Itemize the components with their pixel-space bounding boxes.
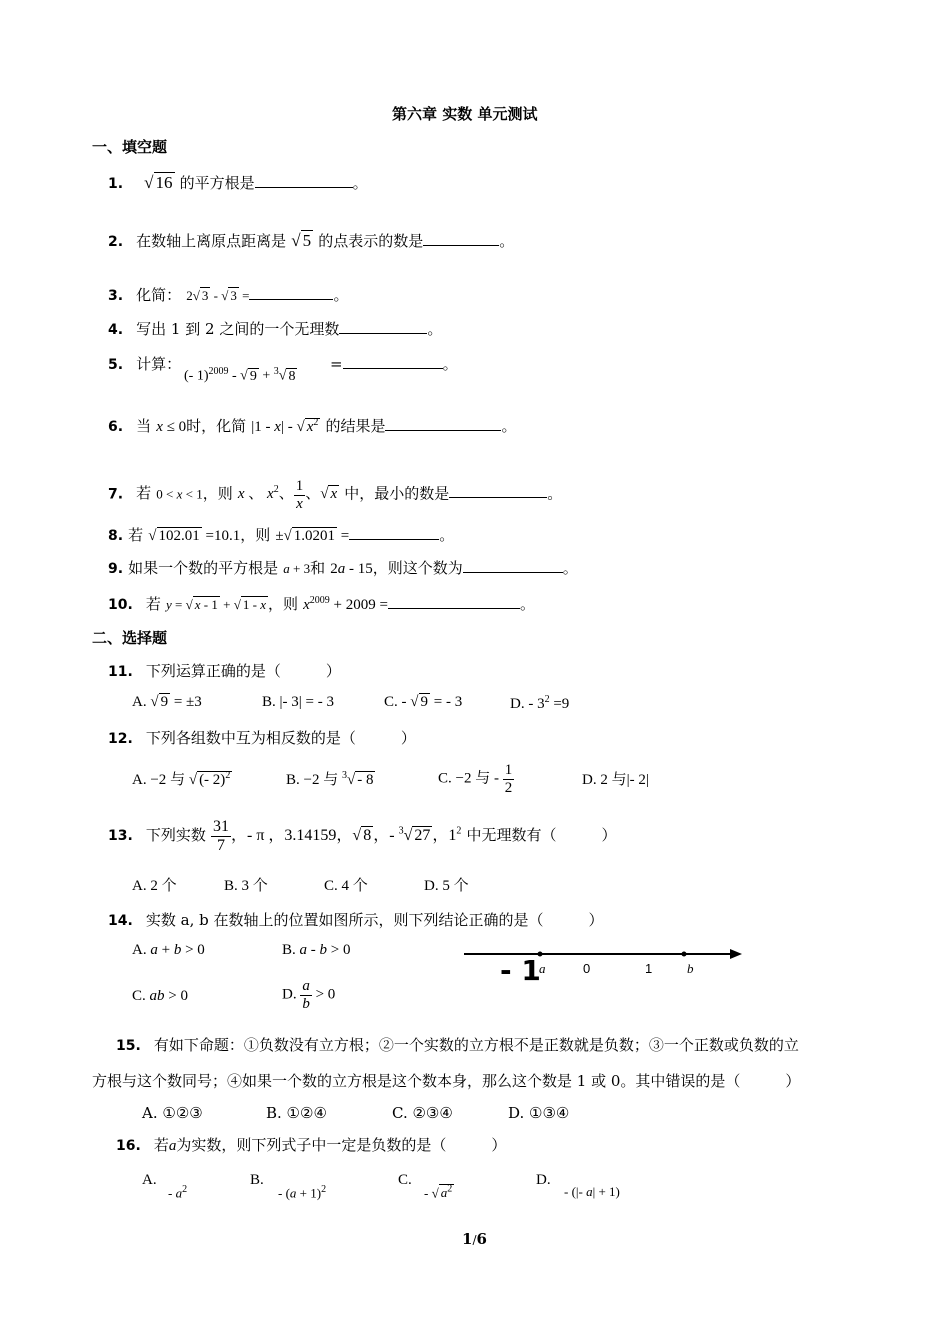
question-text: 当 [136, 417, 152, 435]
option-d[interactable]: D. 2 与|- 2| [582, 772, 649, 788]
expression: $x^{2009} + 2009$ = [303, 595, 388, 613]
sqrt-5: √ 5 [291, 231, 312, 250]
arrow-head [730, 949, 742, 959]
punct: 。 [352, 174, 368, 192]
question-4 [108, 318, 442, 339]
expression: |1 - x| - √ $x^2$ [251, 417, 319, 435]
expression: (- 1)$^{2009}$ - √ 9 + $^3$√ 8 [184, 366, 296, 384]
question-number: 6. [108, 419, 124, 435]
question-text: ，则 [267, 595, 298, 613]
punct: 。 [499, 232, 515, 250]
question-text: 的点表示的数是 [318, 232, 424, 250]
option-d[interactable] [536, 1172, 551, 1189]
option-label: A. [142, 1172, 157, 1188]
question-number: 10. [108, 597, 133, 613]
current-page: 1 [462, 1230, 473, 1248]
punct: 。 [547, 484, 563, 503]
option-d[interactable]: D. ①③④ [508, 1104, 570, 1122]
question-text: 下列实数 [145, 825, 206, 844]
option-label: C. [324, 878, 338, 894]
question-text: 若 [145, 595, 161, 613]
option-label: B. [286, 772, 300, 788]
section-choice-heading: 二、选择题 [92, 629, 168, 647]
condition: 0 < x < 1 [156, 486, 203, 502]
option-a[interactable]: A. √ 9 = ±3 [132, 694, 202, 710]
question-13 [108, 818, 616, 854]
question-12 [108, 727, 416, 748]
number-list: $\frac{31}{7}$ ，- π ，3.14159，√ 8 ，- $^3$√ 27 ，$1^2$ [213, 818, 462, 854]
option-label: C. [132, 988, 146, 1004]
question-6 [108, 415, 516, 436]
expression: ±√ 1.0201 = [275, 528, 350, 544]
question-1 [108, 172, 368, 193]
option-label: D. [424, 878, 439, 894]
question-text: 在数轴上离原点距离是 [136, 232, 287, 250]
punct: 。 [333, 286, 349, 304]
option-c[interactable] [324, 874, 368, 895]
punct: 。 [442, 355, 458, 373]
question-number: 9. [108, 561, 124, 577]
question-3 [108, 284, 348, 305]
option-a[interactable] [132, 874, 177, 895]
question-number: 8. [108, 528, 124, 544]
question-number: 7. [108, 486, 124, 503]
option-b[interactable]: B. a - b > 0 [282, 942, 351, 958]
question-text: 若 [136, 484, 152, 503]
label-minus-one: - 1 [500, 954, 541, 987]
option-a[interactable] [142, 1172, 157, 1189]
question-number: 5. [108, 357, 124, 373]
answer-line: = 。 [330, 355, 458, 373]
expression-list: x 、 $x^2$、 $\frac{1}{x}$ 、√ x [237, 478, 338, 512]
answer-blank[interactable] [339, 319, 427, 334]
question-text: 的平方根是 [179, 174, 255, 192]
question-text: 时，化简 [186, 417, 247, 435]
option-d-expr: - (|- a| + 1) [564, 1184, 620, 1199]
option-label: C. [384, 694, 398, 710]
option-b[interactable]: B. ①②④ [266, 1104, 327, 1122]
option-c-expr: - √ $a^2$ [424, 1184, 453, 1201]
option-b[interactable] [224, 874, 268, 895]
punct: 。 [519, 595, 535, 613]
answer-blank[interactable] [255, 173, 353, 188]
answer-blank[interactable] [385, 416, 501, 431]
question-number: 12. [108, 731, 133, 747]
option-d[interactable]: D. - $3^2 =9$ [510, 694, 570, 712]
question-text: 中，最小的数是 [344, 484, 450, 503]
question-7 [108, 478, 562, 512]
question-text: 化简： [136, 286, 182, 304]
answer-blank[interactable] [388, 594, 520, 609]
question-text: 若 [128, 526, 144, 544]
expression: √ 102.01 =10.1 [148, 528, 241, 544]
question-8 [108, 524, 454, 545]
question-15-line1 [116, 1034, 799, 1055]
question-number: 2. [108, 234, 124, 250]
question-text: 和 [310, 559, 326, 577]
question-2 [108, 230, 514, 251]
question-number: 16. [116, 1138, 141, 1154]
punct: 。 [501, 417, 517, 435]
option-value: 2 个 [150, 878, 177, 894]
option-label: D. [510, 696, 525, 712]
option-a[interactable]: A. a + b > 0 [132, 942, 205, 958]
page-number [462, 1230, 487, 1248]
option-c[interactable]: C. ab > 0 [132, 988, 188, 1004]
option-b-expr: - $(a + 1)^2$ [278, 1184, 327, 1201]
punct: 。 [427, 320, 443, 338]
with-text: 与 [323, 772, 339, 788]
question-11 [108, 660, 341, 681]
label-b: b [687, 961, 694, 976]
option-value: 3 个 [241, 878, 268, 894]
question-16 [116, 1134, 506, 1155]
variable-a: a [168, 1138, 177, 1154]
question-number: 1. [108, 176, 124, 192]
option-c[interactable] [398, 1172, 412, 1189]
question-text: ，则这个数为 [372, 559, 463, 577]
option-value: 4 个 [341, 878, 368, 894]
option-label: C. [438, 770, 452, 787]
question-text: 下列运算正确的是（ ） [145, 662, 341, 680]
question-text: 的结果是 [325, 417, 386, 435]
question-text: 下列各组数中互为相反数的是（ ） [145, 729, 416, 747]
option-label: A. [132, 942, 147, 958]
expression: 2√ 3 - √ 3 = [186, 288, 250, 303]
option-b[interactable] [250, 1172, 264, 1189]
question-number: 13. [108, 827, 133, 844]
point-b [682, 952, 687, 957]
answer-blank[interactable] [349, 525, 439, 540]
question-14 [108, 909, 604, 930]
question-text: 如果一个数的平方根是 [128, 559, 279, 577]
question-text: 有如下命题：①负数没有立方根；②一个实数的立方根不是正数就是负数；③一个正数或负数的立 [153, 1036, 799, 1054]
condition: x ≤ 0 [156, 419, 187, 435]
option-label: C. [398, 1172, 412, 1188]
question-text: ，则 [240, 526, 271, 544]
option-label: B. [224, 878, 238, 894]
option-b[interactable]: B. −2 与 $^3$√ - 8 [286, 770, 374, 788]
option-a-expr: - $a^2$ [168, 1184, 188, 1201]
sqrt-16: √ 16 [144, 173, 173, 192]
page-separator: / [472, 1233, 477, 1247]
option-label: B. [282, 942, 296, 958]
answer-blank[interactable] [463, 558, 563, 573]
expression: 2a - 15 [330, 561, 373, 577]
option-label: D. [282, 986, 297, 1003]
answer-blank[interactable] [249, 285, 333, 300]
question-number: 14. [108, 913, 133, 929]
expression: a + 3 [283, 561, 311, 576]
question-text: 若 [153, 1136, 169, 1154]
question-5 [108, 353, 181, 374]
option-label: D. [582, 772, 597, 788]
label-zero: 0 [583, 961, 591, 976]
with-text: 与 [611, 772, 627, 788]
question-number: 3. [108, 288, 124, 304]
question-number: 4. [108, 322, 124, 338]
option-label: B. [250, 1172, 264, 1188]
option-label: A. [132, 772, 147, 788]
option-d[interactable] [424, 874, 469, 895]
punct: 。 [562, 559, 578, 577]
question-text: 为实数，则下列式子中一定是负数的是（ ） [176, 1136, 507, 1154]
option-b[interactable]: B. |- 3| = - 3 [262, 694, 334, 710]
expression: y = √ x - 1 + √ 1 - x [166, 597, 266, 612]
question-number: 11. [108, 664, 133, 680]
option-a[interactable]: A. −2 与 √ (- 2)$^2$ [132, 770, 231, 788]
question-number: 15. [116, 1038, 141, 1054]
option-a[interactable]: A. ①②③ [142, 1104, 203, 1122]
question-text: ，则 [202, 484, 233, 503]
question-10 [108, 593, 535, 614]
option-c[interactable]: C. ②③④ [392, 1104, 453, 1122]
option-label: D. [536, 1172, 551, 1188]
option-label: A. [132, 878, 147, 894]
option-c[interactable]: C. −2 与 - $\frac{1}{2}$ [438, 762, 513, 796]
answer-blank[interactable] [423, 231, 499, 246]
question-9 [108, 557, 578, 578]
option-value: 5 个 [442, 878, 469, 894]
answer-blank[interactable] [449, 483, 547, 498]
question-text: 中无理数有（ ） [466, 825, 617, 844]
question-text: 实数 a, b 在数轴上的位置如图所示，则下列结论正确的是（ ） [145, 911, 604, 929]
question-text: 写出 1 到 2 之间的一个无理数 [136, 320, 340, 338]
option-label: A. [132, 694, 147, 710]
answer-blank[interactable] [343, 354, 443, 369]
label-a: a [539, 961, 546, 976]
with-text: 与 [170, 772, 186, 788]
page-title: 第六章 实数 单元测试 [392, 105, 538, 123]
total-pages: 6 [476, 1230, 487, 1248]
option-d[interactable]: D. $\frac{a}{b}$ > 0 [282, 978, 336, 1012]
option-c[interactable]: C. - √ 9 = - 3 [384, 694, 463, 710]
punct: 。 [439, 526, 455, 544]
option-label: B. [262, 694, 276, 710]
section-fill-heading: 一、填空题 [92, 138, 168, 156]
question-text: 计算： [136, 355, 182, 373]
with-text: 与 [475, 770, 491, 787]
question-15-line2: 方根与这个数同号；④如果一个数的立方根是这个数本身，那么这个数是 1 或 0。其中错误的是（ ） [92, 1072, 801, 1090]
label-one: 1 [645, 961, 653, 976]
